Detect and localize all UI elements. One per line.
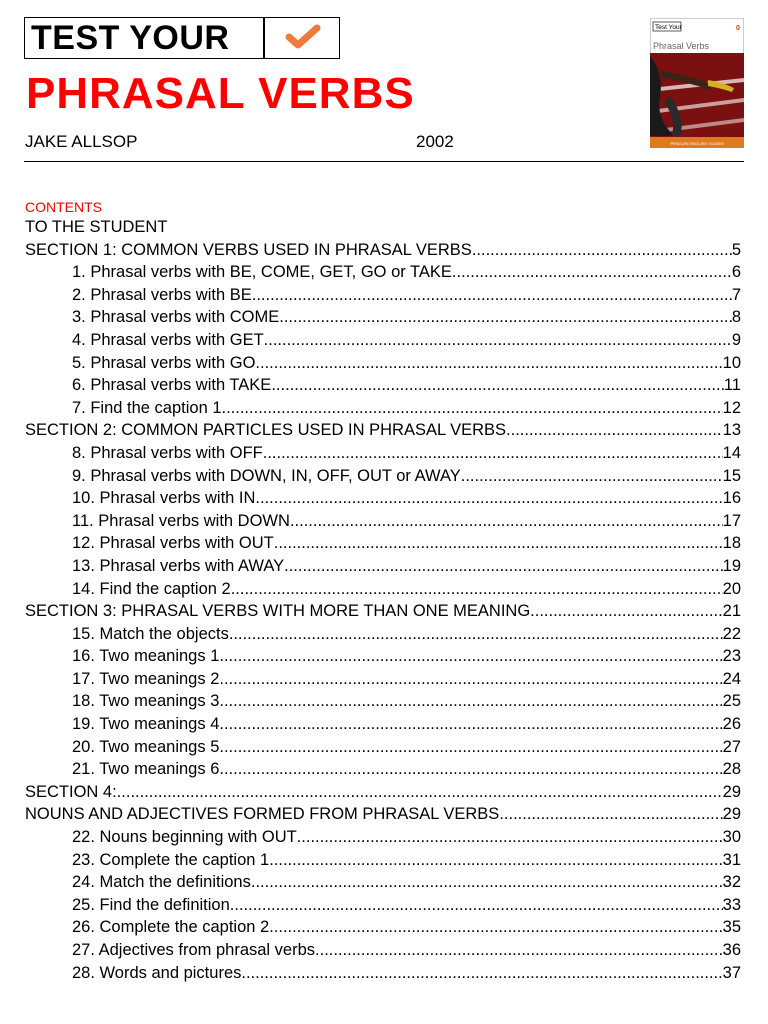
toc-entry-label: 14. Find the caption 2	[72, 579, 231, 598]
toc-entry-label: 10. Phrasal verbs with IN	[72, 489, 256, 508]
toc-dot-leader	[499, 803, 722, 826]
toc-entry[interactable]	[25, 894, 741, 917]
toc-entry[interactable]	[25, 849, 741, 872]
toc-entry-label: SECTION 3: PHRASAL VERBS WITH MORE THAN ONE MEANING	[25, 602, 531, 621]
toc-page-number: 6	[731, 263, 741, 282]
toc-entry[interactable]	[25, 555, 741, 578]
toc-page-number: 37	[722, 963, 741, 982]
toc-entry[interactable]	[25, 668, 741, 691]
toc-entry-label: 20. Two meanings 5	[72, 737, 220, 756]
toc-dot-leader	[251, 871, 723, 894]
toc-page-number: 27	[722, 737, 741, 756]
toc-entry-label: SECTION 2: COMMON PARTICLES USED IN PHRASAL VERBS	[25, 421, 507, 440]
toc-entry-label: 1. Phrasal verbs with BE, COME, GET, GO or TAKE	[72, 263, 452, 282]
toc-dot-leader	[219, 758, 722, 781]
toc-page-number: 19	[722, 556, 741, 575]
toc-entry[interactable]	[25, 871, 741, 894]
toc-entry-label: 28. Words and pictures	[72, 963, 242, 982]
toc-page-number: 16	[722, 489, 741, 508]
table-of-contents	[25, 216, 741, 984]
toc-entry[interactable]	[25, 397, 741, 420]
contents-label: CONTENTS	[25, 199, 102, 215]
toc-entry-label: 12. Phrasal verbs with OUT	[72, 534, 274, 553]
author-name: JAKE ALLSOP	[25, 132, 138, 151]
toc-entry[interactable]	[25, 487, 741, 510]
toc-dot-leader	[284, 555, 723, 578]
toc-entry[interactable]	[25, 645, 741, 668]
toc-dot-leader	[506, 419, 723, 442]
toc-entry[interactable]	[25, 261, 741, 284]
toc-page-number: 12	[722, 398, 741, 417]
toc-entry[interactable]	[25, 713, 741, 736]
toc-page-number: 23	[722, 647, 741, 666]
toc-page-number: 7	[731, 285, 741, 304]
toc-entry-label: 16. Two meanings 1	[72, 647, 220, 666]
toc-page-number: 31	[722, 850, 741, 869]
toc-dot-leader	[255, 487, 722, 510]
toc-entry-label: 7. Find the caption 1	[72, 398, 222, 417]
toc-entry[interactable]	[25, 419, 741, 442]
toc-entry[interactable]	[25, 962, 741, 985]
toc-dot-leader	[290, 510, 723, 533]
toc-page-number: 5	[731, 240, 741, 259]
toc-entry[interactable]	[25, 736, 741, 759]
toc-dot-leader	[219, 690, 722, 713]
toc-dot-leader	[229, 623, 723, 646]
toc-dot-leader	[452, 261, 732, 284]
toc-dot-leader	[530, 600, 722, 623]
toc-dot-leader	[269, 916, 722, 939]
toc-dot-leader	[230, 894, 723, 917]
toc-entry-label: 17. Two meanings 2	[72, 669, 220, 688]
header-rule	[24, 161, 744, 162]
toc-entry[interactable]	[25, 532, 741, 555]
toc-page-number: 29	[722, 782, 741, 801]
toc-page-number: 32	[722, 873, 741, 892]
toc-dot-leader	[231, 578, 723, 601]
toc-dot-leader	[279, 306, 732, 329]
toc-entry-label: SECTION 4:	[25, 782, 117, 801]
toc-dot-leader	[219, 668, 722, 691]
toc-dot-leader	[255, 352, 722, 375]
toc-entry[interactable]	[25, 239, 741, 262]
toc-dot-leader	[461, 465, 723, 488]
toc-page-number: 15	[722, 466, 741, 485]
toc-dot-leader	[252, 284, 732, 307]
toc-entry-label: NOUNS AND ADJECTIVES FORMED FROM PHRASAL VERBS	[25, 805, 500, 824]
toc-dot-leader	[269, 849, 722, 872]
toc-entry-label: 24. Match the definitions	[72, 873, 251, 892]
toc-entry-label: SECTION 1: COMMON VERBS USED IN PHRASAL VERBS	[25, 240, 472, 259]
toc-dot-leader	[219, 645, 722, 668]
toc-page-number: 24	[722, 669, 741, 688]
toc-page-number: 11	[723, 376, 741, 395]
toc-entry[interactable]	[25, 465, 741, 488]
toc-entry[interactable]	[25, 826, 741, 849]
cover-footer: PENGUIN ENGLISH GUIDES	[670, 141, 724, 146]
book-cover-image	[650, 18, 744, 148]
toc-page-number: 18	[722, 534, 741, 553]
toc-page-number: 36	[722, 941, 741, 959]
toc-dot-leader	[271, 374, 724, 397]
toc-page-number: 35	[722, 918, 741, 937]
toc-page-number: 21	[722, 602, 741, 621]
toc-entry-label: 13. Phrasal verbs with AWAY	[72, 556, 285, 575]
brand-text: TEST YOUR	[31, 19, 230, 57]
toc-entry[interactable]	[25, 781, 741, 804]
toc-entry[interactable]	[25, 690, 741, 713]
publication-year: 2002	[416, 132, 454, 151]
toc-entry-label: 2. Phrasal verbs with BE	[72, 285, 252, 304]
toc-page-number: 10	[722, 353, 741, 372]
toc-entry[interactable]	[25, 803, 741, 826]
main-title: PHRASAL VERBS	[26, 69, 415, 118]
toc-page-number: 14	[722, 443, 741, 462]
toc-dot-leader	[472, 239, 732, 262]
toc-dot-leader	[263, 442, 723, 465]
toc-dot-leader	[117, 781, 723, 804]
checkmark-icon	[283, 24, 323, 52]
toc-entry[interactable]	[25, 916, 741, 939]
toc-entry-label: 23. Complete the caption 1	[72, 850, 270, 869]
toc-entry[interactable]	[25, 329, 741, 352]
toc-entry-label: 22. Nouns beginning with OUT	[72, 828, 297, 847]
toc-entry[interactable]	[25, 442, 741, 465]
toc-dot-leader	[219, 713, 722, 736]
toc-entry-label: 5. Phrasal verbs with GO	[72, 353, 256, 372]
toc-entry[interactable]	[25, 216, 741, 239]
toc-entry[interactable]	[25, 352, 741, 375]
toc-entry-label: 25. Find the definition	[72, 895, 230, 914]
toc-entry[interactable]	[25, 623, 741, 646]
toc-entry-label: 8. Phrasal verbs with OFF	[72, 443, 263, 462]
toc-entry[interactable]	[25, 306, 741, 329]
toc-entry[interactable]	[25, 939, 741, 962]
toc-entry[interactable]	[25, 758, 741, 781]
toc-entry[interactable]	[25, 578, 741, 601]
toc-page-number: 20	[722, 579, 741, 598]
toc-page-number: 30	[722, 828, 741, 847]
toc-entry-label: 9. Phrasal verbs with DOWN, IN, OFF, OUT or AWAY	[72, 466, 461, 485]
cover-badge: Test Your	[655, 24, 682, 31]
toc-entry-label: TO THE STUDENT	[25, 218, 168, 236]
toc-entry-label: 26. Complete the caption 2	[72, 918, 270, 937]
toc-entry-label: 19. Two meanings 4	[72, 715, 220, 734]
toc-dot-leader	[274, 532, 723, 555]
toc-entry[interactable]	[25, 510, 741, 533]
toc-entry[interactable]	[25, 600, 741, 623]
toc-page-number: 28	[722, 760, 741, 779]
brand-divider	[263, 18, 265, 58]
toc-page-number: 9	[731, 330, 741, 349]
toc-dot-leader	[264, 329, 732, 352]
toc-entry[interactable]	[25, 374, 741, 397]
toc-dot-leader	[315, 939, 723, 962]
toc-entry-label: 4. Phrasal verbs with GET	[72, 330, 264, 349]
toc-dot-leader	[222, 397, 723, 420]
toc-entry-label: 18. Two meanings 3	[72, 692, 220, 711]
toc-dot-leader	[297, 826, 723, 849]
toc-entry-label: 21. Two meanings 6	[72, 760, 220, 779]
toc-entry-label: 11. Phrasal verbs with DOWN	[72, 511, 290, 530]
toc-entry-label: 3. Phrasal verbs with COME	[72, 308, 280, 327]
toc-dot-leader	[241, 962, 722, 985]
toc-page-number: 8	[731, 308, 741, 327]
toc-entry-label: 27. Adjectives from phrasal verbs	[72, 941, 316, 959]
toc-entry-label: 15. Match the objects	[72, 624, 229, 643]
toc-page-number: 29	[722, 805, 741, 824]
toc-page-number: 22	[722, 624, 741, 643]
toc-page-number: 33	[722, 895, 741, 914]
toc-page-number: 13	[722, 421, 741, 440]
toc-page-number: 26	[722, 715, 741, 734]
toc-page-number: 17	[722, 511, 741, 530]
toc-page-number: 25	[722, 692, 741, 711]
toc-entry-label: 6. Phrasal verbs with TAKE	[72, 376, 272, 395]
brand-box	[24, 17, 340, 59]
toc-entry[interactable]	[25, 284, 741, 307]
cover-number: 0	[736, 25, 740, 32]
toc-dot-leader	[219, 736, 722, 759]
cover-title: Phrasal Verbs	[653, 41, 710, 51]
